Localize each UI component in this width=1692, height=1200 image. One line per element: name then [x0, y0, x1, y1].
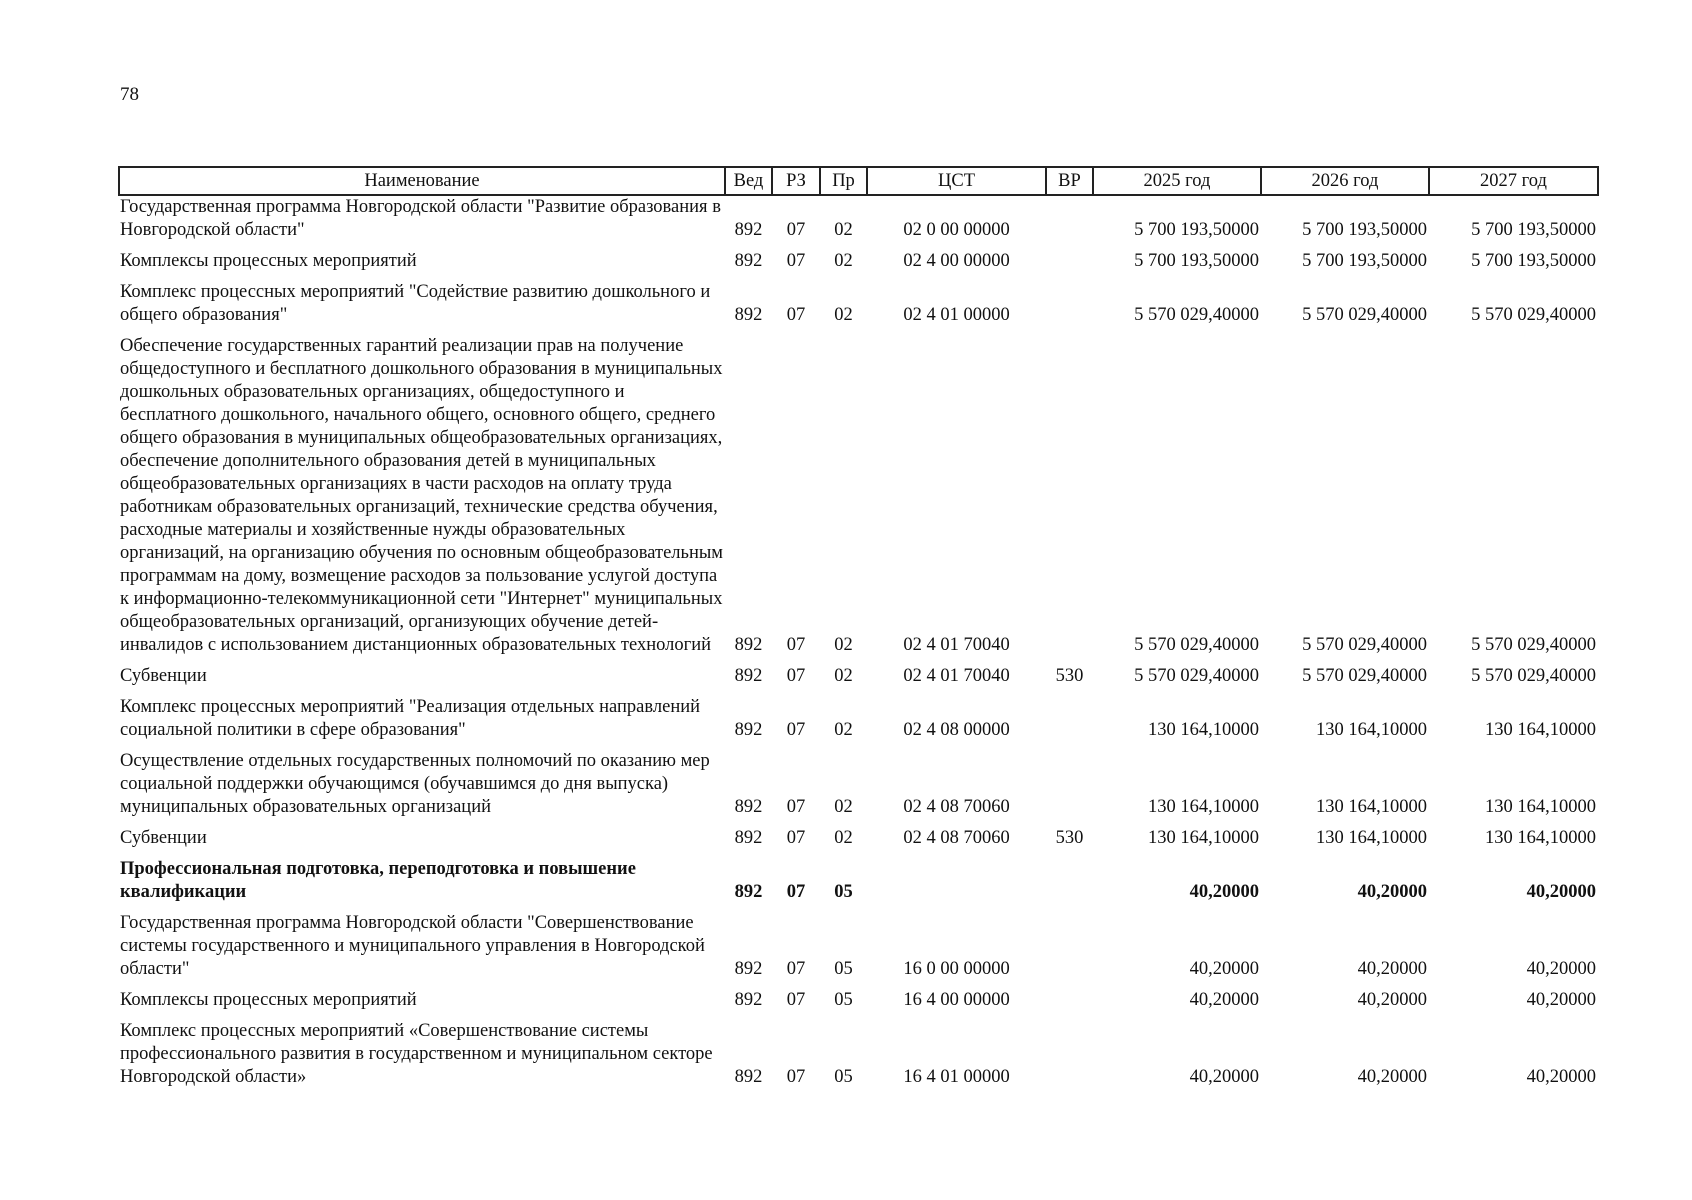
cell-y2026: 40,20000 — [1357, 990, 1427, 1010]
cell-rz: 07 — [786, 797, 806, 817]
cell-y2027: 130 164,10000 — [1485, 797, 1596, 817]
cell-y2027: 5 570 029,40000 — [1471, 666, 1596, 686]
cell-vr — [1046, 690, 1093, 744]
cell-pr: 02 — [834, 635, 853, 655]
cell-name: Комплекс процессных мероприятий «Совершенствование системы профессионального развития в государственном и муниципальном секторе Новгородской области» — [120, 1021, 713, 1087]
cell-cst: 02 4 01 00000 — [903, 305, 1010, 325]
cell-y2025: 130 164,10000 — [1148, 720, 1259, 740]
cell-pr: 02 — [834, 220, 853, 240]
table-row — [119, 329, 1598, 659]
cell-vr — [1046, 744, 1093, 821]
cell-rz: 07 — [786, 305, 806, 325]
cell-y2027: 40,20000 — [1526, 990, 1596, 1010]
cell-pr: 02 — [834, 797, 853, 817]
cell-y2026: 130 164,10000 — [1316, 797, 1427, 817]
cell-pr: 05 — [834, 1067, 853, 1087]
cell-cst: 02 0 00 00000 — [903, 220, 1010, 240]
cell-y2027: 130 164,10000 — [1485, 828, 1596, 848]
cell-vr — [1046, 275, 1093, 329]
cell-vr — [1046, 195, 1093, 244]
table-row — [119, 244, 1598, 275]
cell-y2025: 40,20000 — [1189, 959, 1259, 979]
table-row — [119, 659, 1598, 690]
header-ved: Вед — [725, 167, 772, 195]
cell-y2027: 40,20000 — [1526, 959, 1596, 979]
cell-y2025: 5 570 029,40000 — [1134, 635, 1259, 655]
cell-ved: 892 — [734, 666, 763, 686]
cell-y2025: 40,20000 — [1189, 990, 1259, 1010]
cell-y2025: 5 700 193,50000 — [1134, 220, 1259, 240]
cell-name: Комплекс процессных мероприятий "Содействие развитию дошкольного и общего образования" — [120, 282, 711, 325]
table-row — [119, 690, 1598, 744]
cell-cst — [867, 852, 1046, 906]
cell-cst: 02 4 00 00000 — [903, 251, 1010, 271]
cell-cst: 16 0 00 00000 — [903, 959, 1010, 979]
cell-rz: 07 — [786, 882, 806, 902]
cell-ved: 892 — [734, 251, 763, 271]
table-header-row — [119, 167, 1598, 195]
cell-vr — [1046, 244, 1093, 275]
cell-ved: 892 — [734, 990, 763, 1010]
header-pr: Пр — [820, 167, 867, 195]
page-number: 78 — [120, 84, 139, 105]
cell-cst: 16 4 00 00000 — [903, 990, 1010, 1010]
cell-name: Субвенции — [120, 828, 207, 848]
cell-cst: 02 4 08 70060 — [903, 797, 1010, 817]
cell-name: Государственная программа Новгородской области "Совершенствование системы государственного и муниципального управления в Новгородской области" — [120, 913, 705, 979]
cell-cst: 02 4 01 70040 — [903, 635, 1010, 655]
cell-vr — [1046, 1014, 1093, 1091]
cell-rz: 07 — [786, 990, 806, 1010]
cell-name: Осуществление отдельных государственных полномочий по оказанию мер социальной поддержки обучающимся (обучавшимся до дня выпуска) муниципальных образовательных организаций — [120, 751, 710, 817]
cell-y2027: 5 700 193,50000 — [1471, 251, 1596, 271]
cell-y2027: 5 700 193,50000 — [1471, 220, 1596, 240]
cell-vr — [1046, 906, 1093, 983]
cell-y2025: 5 570 029,40000 — [1134, 666, 1259, 686]
cell-y2027: 5 570 029,40000 — [1471, 305, 1596, 325]
cell-rz: 07 — [786, 666, 806, 686]
table-row — [119, 906, 1598, 983]
cell-y2026: 130 164,10000 — [1316, 720, 1427, 740]
cell-y2025: 40,20000 — [1189, 1067, 1259, 1087]
cell-y2026: 130 164,10000 — [1316, 828, 1427, 848]
header-2025: 2025 год — [1093, 167, 1261, 195]
cell-vr — [1046, 852, 1093, 906]
cell-name: Комплексы процессных мероприятий — [120, 251, 417, 271]
cell-ved: 892 — [734, 305, 763, 325]
header-2026: 2026 год — [1261, 167, 1429, 195]
cell-pr: 05 — [834, 990, 853, 1010]
table-row — [119, 1014, 1598, 1091]
cell-y2025: 5 570 029,40000 — [1134, 305, 1259, 325]
cell-y2027: 40,20000 — [1526, 1067, 1596, 1087]
cell-y2026: 5 570 029,40000 — [1302, 666, 1427, 686]
cell-y2027: 40,20000 — [1526, 882, 1596, 902]
header-vr: ВР — [1046, 167, 1093, 195]
cell-name: Комплекс процессных мероприятий "Реализация отдельных направлений социальной политики в сфере образования" — [120, 697, 701, 740]
cell-y2026: 40,20000 — [1357, 959, 1427, 979]
cell-rz: 07 — [786, 635, 806, 655]
cell-pr: 02 — [834, 666, 853, 686]
table-row — [119, 821, 1598, 852]
cell-y2027: 5 570 029,40000 — [1471, 635, 1596, 655]
cell-cst: 02 4 01 70040 — [903, 666, 1010, 686]
cell-rz: 07 — [786, 720, 806, 740]
cell-name: Обеспечение государственных гарантий реализации прав на получение общедоступного и бесплатного дошкольного образования в муниципальных дошкольных образовательных организациях, общедоступного и бесплатного дошкольного, начального общего, основного общего, среднего общего образования в муниципальных общеобразовательных организациях, обеспечение дополнительного образования детей в муниципальных общеобразовательных организациях в части расходов на оплату труда работникам образовательных организаций, технические средства обучения, расходные материалы и хозяйственные нужды образовательных организаций, на организацию обучения по основным общеобразовательным программам на дому, возмещение расходов за пользование услугой доступа к информационно-телекоммуникационной сети "Интернет" муниципальных общеобразовательных организаций, организующих обучение детей-инвалидов с использованием дистанционных образовательных технологий — [120, 336, 723, 655]
cell-ved: 892 — [734, 1067, 763, 1087]
cell-ved: 892 — [734, 882, 763, 902]
cell-rz: 07 — [786, 828, 806, 848]
cell-name: Государственная программа Новгородской области "Развитие образования в Новгородской области" — [120, 197, 721, 240]
budget-table — [118, 166, 1599, 1091]
cell-pr: 02 — [834, 828, 853, 848]
cell-name: Субвенции — [120, 666, 207, 686]
cell-cst: 16 4 01 00000 — [903, 1067, 1010, 1087]
cell-name: Комплексы процессных мероприятий — [120, 990, 417, 1010]
cell-y2026: 5 700 193,50000 — [1302, 251, 1427, 271]
cell-rz: 07 — [786, 959, 806, 979]
header-2027: 2027 год — [1429, 167, 1598, 195]
cell-y2026: 5 570 029,40000 — [1302, 635, 1427, 655]
table-row — [119, 983, 1598, 1014]
cell-ved: 892 — [734, 635, 763, 655]
header-rz: РЗ — [772, 167, 820, 195]
cell-y2025: 130 164,10000 — [1148, 828, 1259, 848]
table-row — [119, 744, 1598, 821]
cell-rz: 07 — [786, 220, 806, 240]
cell-vr: 530 — [1055, 828, 1084, 848]
cell-ved: 892 — [734, 797, 763, 817]
cell-pr: 02 — [834, 305, 853, 325]
cell-cst: 02 4 08 70060 — [903, 828, 1010, 848]
cell-rz: 07 — [786, 1067, 806, 1087]
cell-y2026: 40,20000 — [1357, 882, 1427, 902]
cell-ved: 892 — [734, 720, 763, 740]
cell-vr — [1046, 983, 1093, 1014]
cell-vr: 530 — [1055, 666, 1084, 686]
cell-ved: 892 — [734, 959, 763, 979]
cell-y2026: 40,20000 — [1357, 1067, 1427, 1087]
table-row — [119, 852, 1598, 906]
cell-y2025: 5 700 193,50000 — [1134, 251, 1259, 271]
cell-y2025: 130 164,10000 — [1148, 797, 1259, 817]
header-name: Наименование — [119, 167, 725, 195]
table-body — [119, 195, 1598, 1091]
cell-cst: 02 4 08 00000 — [903, 720, 1010, 740]
cell-pr: 02 — [834, 720, 853, 740]
cell-ved: 892 — [734, 220, 763, 240]
cell-y2025: 40,20000 — [1189, 882, 1259, 902]
table-row — [119, 275, 1598, 329]
table-row — [119, 195, 1598, 244]
cell-rz: 07 — [786, 251, 806, 271]
cell-name: Профессиональная подготовка, переподготовка и повышение квалификации — [120, 859, 636, 902]
cell-pr: 05 — [834, 882, 853, 902]
cell-y2026: 5 570 029,40000 — [1302, 305, 1427, 325]
cell-ved: 892 — [734, 828, 763, 848]
cell-y2027: 130 164,10000 — [1485, 720, 1596, 740]
cell-y2026: 5 700 193,50000 — [1302, 220, 1427, 240]
cell-vr — [1046, 329, 1093, 659]
header-cst: ЦСТ — [867, 167, 1046, 195]
cell-pr: 02 — [834, 251, 853, 271]
cell-pr: 05 — [834, 959, 853, 979]
